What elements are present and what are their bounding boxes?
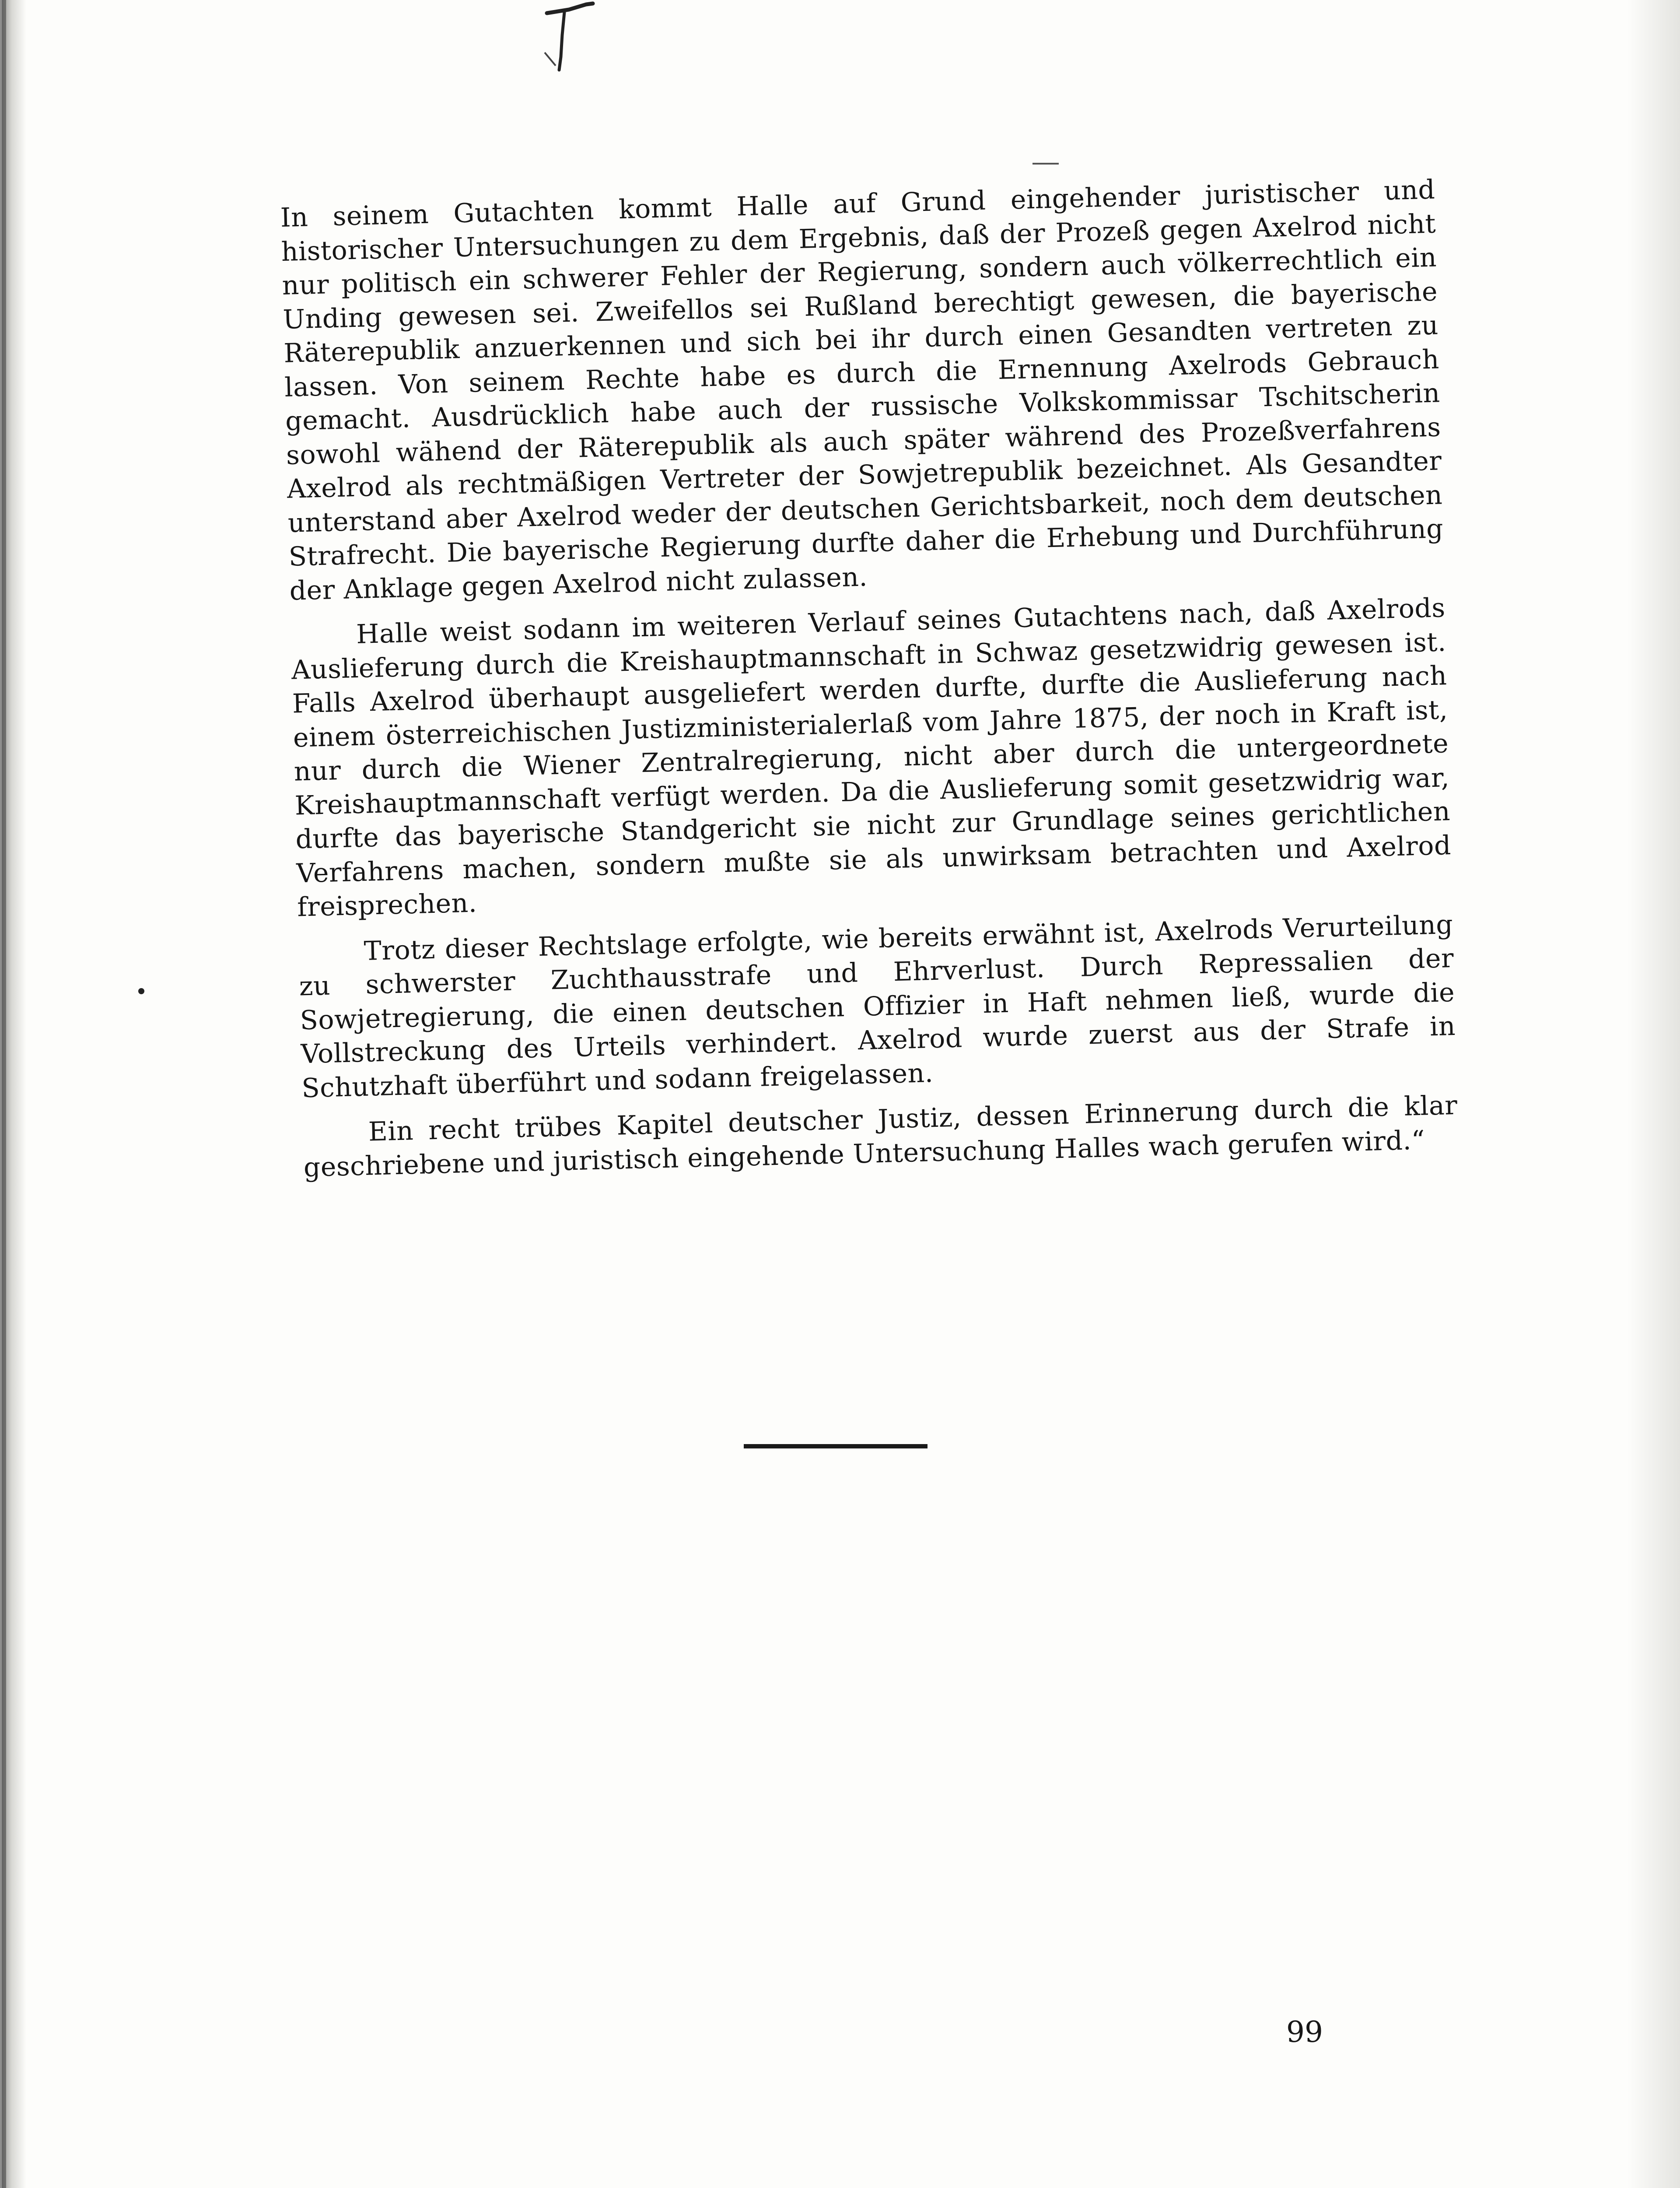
ink-dot (138, 988, 144, 994)
section-rule (744, 1444, 928, 1448)
ink-speck (1032, 163, 1059, 165)
body-text (280, 173, 1459, 1185)
paragraph-3: Trotz dieser Rechtslage erfolgte, wie bereits erwähnt ist, Axelrods Verurteilung zu schwerster Zuchthausstrafe und Ehrverlust. Durch Repressalien der Sowjetregierung, die einen deutschen Offizier in Haft nehmen ließ, wurde die Vollstreckung des Urteils verhindert. Axelrod wurde zuerst aus der Strafe in Schutzhaft überführt und sodann freigelassen. (299, 909, 1456, 1104)
paragraph-1: In seinem Gutachten kommt Halle auf Grund eingehender juristischer und historischer Untersuchungen zu dem Ergebnis, daß der Prozeß gegen Axelrod nicht nur politisch ein schwerer Fehler der Regierung, sondern auch völkerrechtlich ein Unding gewesen sei. Zweifellos sei Rußland berechtigt gewesen, die bayerische Räterepublik anzuerkennen und sich bei ihr durch einen Gesandten vertreten zu lassen. Von seinem Rechte habe es durch die Ernennung Axelrods Gebrauch gemacht. Ausdrücklich habe auch der russische Volkskommissar Tschitscherin sowohl wähend der Räterepublik als auch später während des Prozeßverfahrens Axelrod als rechtmäßigen Vertreter der Sowjetrepublik bezeichnet. Als Gesandter unterstand aber Axelrod weder der deutschen Gerichtsbarkeit, noch dem deutschen Strafrecht. Die bayerische Regierung durfte daher die Erhebung und Durchführung der Anklage gegen Axelrod nicht zulassen. (280, 174, 1444, 607)
paragraph-4: Ein recht trübes Kapitel deutscher Justiz, dessen Erinnerung durch die klar geschriebene und juristisch eingehende Untersuchung Halles wach gerufen wird.“ (303, 1090, 1458, 1183)
page-number: 99 (1286, 2015, 1323, 2049)
page-right-shadow (1628, 0, 1680, 2188)
binding-edge (2, 0, 6, 2188)
paragraph-2: Halle weist sodann im weiteren Verlauf seines Gutachtens nach, daß Axelrods Auslieferung durch die Kreishauptmannschaft in Schwaz gesetzwidrig gewesen ist. Falls Axelrod überhaupt ausgeliefert werden durfte, durfte die Auslieferung nach einem österreichischen Justizministerialerlaß vom Jahre 1875, der noch in Kraft ist, nur durch die Wiener Zentralregierung, nicht aber durch die untergeordnete Kreishauptmannschaft verfügt werden. Da die Auslieferung somit gesetzwidrig war, durfte das bayerische Standgericht sie nicht zur Grundlage seines gerichtlichen Verfahrens machen, sondern mußte sie als unwirksam betrachten und Axelrod freisprechen. (291, 593, 1452, 923)
ink-mark-icon (538, 0, 599, 74)
